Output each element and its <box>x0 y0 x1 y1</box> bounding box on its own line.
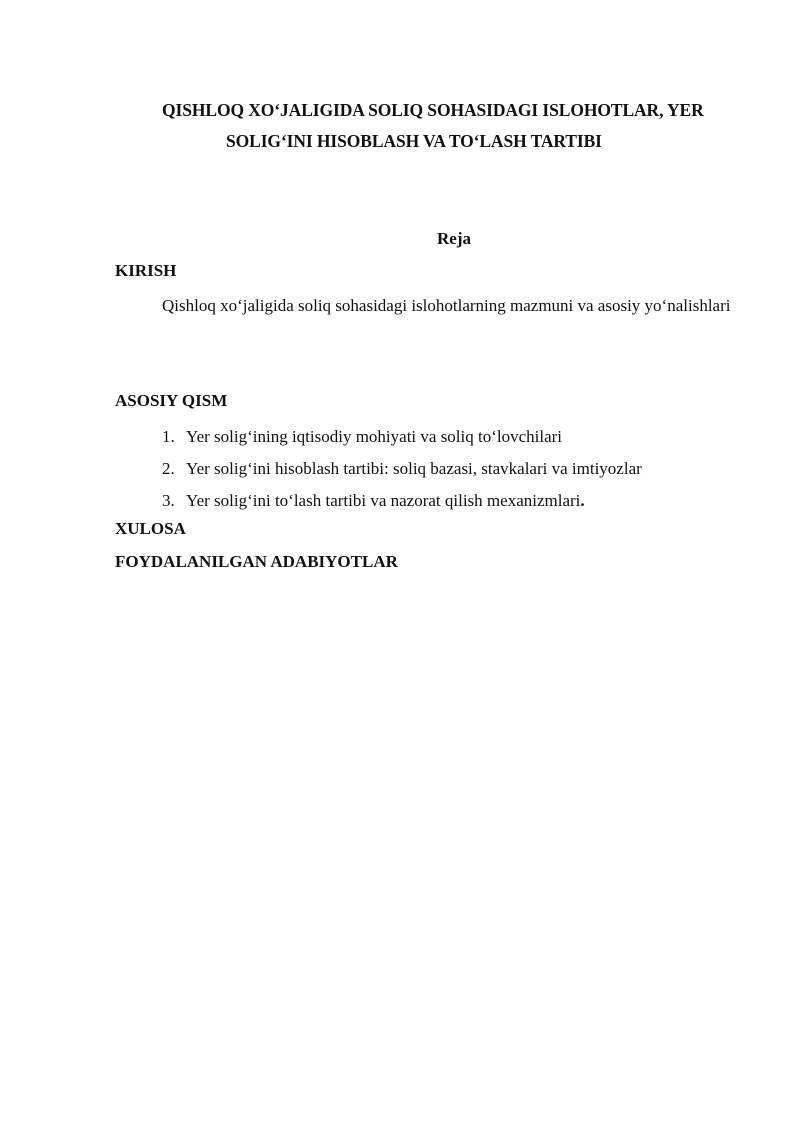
plan-heading: Reja <box>437 229 471 248</box>
title-line-1: QISHLOQ XO‘JALIGIDA SOLIQ SOHASIDAGI ISLOHOTLAR, YER <box>162 100 704 120</box>
list-item <box>162 421 642 453</box>
list-item-text: Yer solig‘ini hisoblash tartibi: soliq bazasi, stavkalari va imtiyozlar <box>186 459 642 478</box>
main-part-heading: ASOSIY QISM <box>115 391 228 410</box>
list-item <box>162 453 642 485</box>
title-line-2: SOLIG‘INI HISOBLASH VA TO‘LASH TARTIBI <box>226 131 602 151</box>
references-heading: FOYDALANILGAN ADABIYOTLAR <box>115 552 398 571</box>
document-title <box>115 95 755 157</box>
list-item-number: 3. <box>162 491 175 510</box>
list-item-number: 2. <box>162 459 175 478</box>
intro-heading: KIRISH <box>115 261 177 280</box>
list-item-text: Yer solig‘ining iqtisodiy mohiyati va soliq to‘lovchilari <box>186 427 563 446</box>
main-part-list <box>162 421 642 517</box>
list-item-trailing-period: . <box>580 491 585 510</box>
list-item-number: 1. <box>162 427 175 446</box>
conclusion-heading: XULOSA <box>115 519 186 538</box>
list-item <box>162 485 642 517</box>
list-item-text: Yer solig‘ini to‘lash tartibi va nazorat qilish mexanizmlari <box>186 491 581 510</box>
intro-paragraph: Qishloq xo‘jaligida soliq sohasidagi islohotlarning mazmuni va asosiy yo‘nalishlari <box>162 296 731 315</box>
